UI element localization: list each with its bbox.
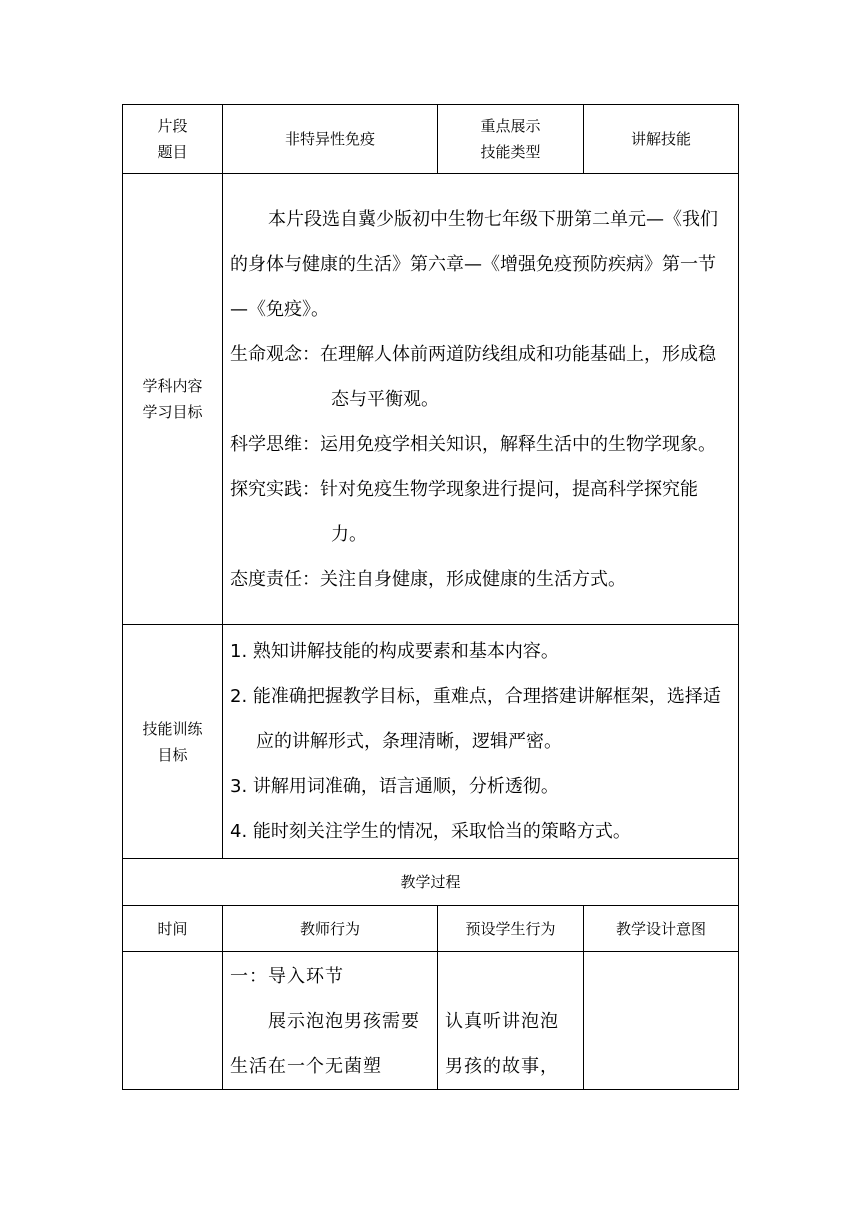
segment-label-line2: 题目 xyxy=(157,143,188,161)
process-title-row xyxy=(123,859,739,906)
content-goals-row xyxy=(123,174,739,625)
segment-title: 非特异性免疫 xyxy=(223,105,438,174)
skill-goal-item: 1. 熟知讲解技能的构成要素和基本内容。 xyxy=(230,641,559,662)
skill-goal-item: 2. 能准确把握教学目标，重难点，合理搭建讲解框架，选择适应的讲解形式，条理清晰，逻辑严密。 xyxy=(230,686,721,752)
step-intent-cell xyxy=(584,952,739,1090)
lesson-plan-table xyxy=(122,104,739,1090)
intro-paragraph: 本片段选自冀少版初中生物七年级下册第二单元—《我们的身体与健康的生活》第六章—《增强免疫预防疾病》第一节—《免疫》。 xyxy=(230,208,718,320)
goal-life-concept: 生命观念：在理解人体前两道防线组成和功能基础上，形成稳态与平衡观。 xyxy=(230,343,716,410)
content-goals-cell xyxy=(223,174,739,625)
content-goals-label-cell xyxy=(123,174,223,625)
skill-goal-item: 4. 能时刻关注学生的情况，采取恰当的策略方式。 xyxy=(230,821,631,842)
skill-label-cell xyxy=(438,105,584,174)
step-student-text: 认真听讲泡泡男孩的故事， xyxy=(445,1011,559,1077)
skill-label-line2: 技能类型 xyxy=(480,143,541,161)
goal-inquiry-practice: 探究实践：针对免疫生物学现象进行提问，提高科学探究能力。 xyxy=(230,478,698,545)
goal-scientific-thinking: 科学思维：运用免疫学相关知识，解释生活中的生物学现象。 xyxy=(230,433,716,455)
column-header-time: 时间 xyxy=(123,906,223,952)
skill-goals-row xyxy=(123,625,739,859)
process-columns-row xyxy=(123,906,739,952)
column-header-student: 预设学生行为 xyxy=(438,906,584,952)
header-row xyxy=(123,105,739,174)
process-title: 教学过程 xyxy=(123,859,739,906)
step-time-cell xyxy=(123,952,223,1090)
skill-goals-label-cell xyxy=(123,625,223,859)
goal-attitude-responsibility: 态度责任：关注自身健康，形成健康的生活方式。 xyxy=(230,568,626,590)
column-header-intent: 教学设计意图 xyxy=(584,906,739,952)
step-heading: 一：导入环节 xyxy=(230,966,344,987)
skill-goal-item: 3. 讲解用词准确，语言通顺，分析透彻。 xyxy=(230,776,559,797)
skill-goals-cell xyxy=(223,625,739,859)
step-student-cell xyxy=(438,952,584,1090)
skill-type: 讲解技能 xyxy=(584,105,739,174)
step-teacher-cell xyxy=(223,952,438,1090)
skill-label-line1: 重点展示 xyxy=(480,117,541,135)
step-row xyxy=(123,952,739,1090)
column-header-teacher: 教师行为 xyxy=(223,906,438,952)
skill-goals-label-line2: 目标 xyxy=(157,745,188,764)
step-teacher-text: 展示泡泡男孩需要生活在一个无菌塑 xyxy=(230,1011,420,1077)
content-goals-label-line1: 学科内容 xyxy=(142,377,203,395)
skill-goals-label-line1: 技能训练 xyxy=(142,719,203,738)
content-goals-label-line2: 学习目标 xyxy=(142,403,203,421)
segment-label-line1: 片段 xyxy=(157,117,188,135)
segment-label-cell xyxy=(123,105,223,174)
